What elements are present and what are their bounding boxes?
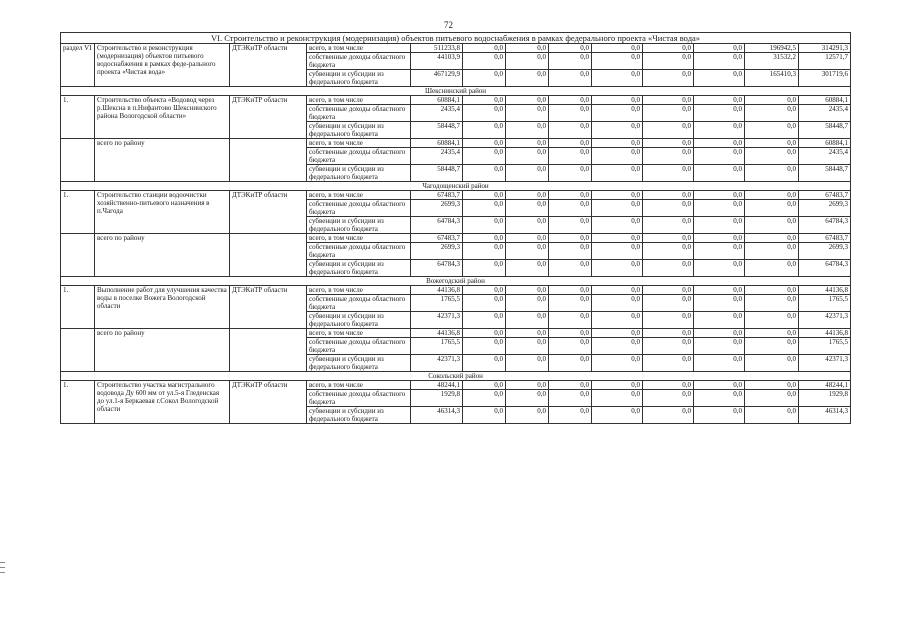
amount-cell: 2435,4 — [799, 148, 851, 165]
amount-cell: 0,0 — [463, 139, 506, 148]
amount-cell: 0,0 — [745, 191, 799, 200]
amount-cell: 12571,7 — [799, 53, 851, 70]
amount-cell: 0,0 — [643, 191, 694, 200]
item-name: всего по району — [95, 234, 230, 277]
amount-cell: 0,0 — [463, 96, 506, 105]
amount-cell: 64784,3 — [799, 217, 851, 234]
amount-cell: 0,0 — [592, 191, 643, 200]
item-number: раздел VI — [61, 44, 95, 87]
amount-cell: 0,0 — [694, 96, 745, 105]
amount-cell: 0,0 — [549, 338, 592, 355]
item-executor — [230, 139, 307, 182]
table-row — [61, 44, 851, 53]
amount-cell: 0,0 — [694, 355, 745, 372]
amount-cell: 60884,1 — [799, 96, 851, 105]
amount-cell: 0,0 — [506, 44, 549, 53]
amount-cell: 0,0 — [463, 234, 506, 243]
source-label: собственные доходы областного бюджета — [307, 390, 411, 407]
source-label: собственные доходы областного бюджета — [307, 295, 411, 312]
amount-cell: 67483,7 — [799, 191, 851, 200]
amount-cell: 44136,8 — [411, 286, 463, 295]
amount-cell: 0,0 — [745, 338, 799, 355]
amount-cell: 58448,7 — [799, 165, 851, 182]
region-title: Чагодощенский район — [61, 182, 851, 191]
amount-cell: 0,0 — [745, 243, 799, 260]
amount-cell: 0,0 — [506, 70, 549, 87]
amount-cell: 0,0 — [643, 390, 694, 407]
amount-cell: 0,0 — [694, 105, 745, 122]
source-label: всего, в том числе — [307, 286, 411, 295]
item-number — [61, 234, 95, 277]
amount-cell: 0,0 — [643, 53, 694, 70]
amount-cell: 0,0 — [549, 44, 592, 53]
item-name: всего по району — [95, 329, 230, 372]
item-name: Строительство участка магистрального водовода Ду 600 мм от ул.5-я Гледенская до ул.1-я Беркаевая г.Сокол Вологодской области — [95, 381, 230, 424]
amount-cell: 0,0 — [549, 105, 592, 122]
amount-cell: 60884,1 — [411, 139, 463, 148]
amount-cell: 0,0 — [694, 122, 745, 139]
amount-cell: 0,0 — [506, 355, 549, 372]
amount-cell: 42371,3 — [411, 355, 463, 372]
table-row — [61, 286, 851, 295]
amount-cell: 2435,4 — [799, 105, 851, 122]
amount-cell: 0,0 — [549, 381, 592, 390]
source-label: субвенции и субсидии из федерального бюджета — [307, 122, 411, 139]
source-label: собственные доходы областного бюджета — [307, 105, 411, 122]
amount-cell: 0,0 — [694, 381, 745, 390]
source-label: субвенции и субсидии из федерального бюджета — [307, 165, 411, 182]
amount-cell: 0,0 — [463, 329, 506, 338]
amount-cell: 0,0 — [643, 148, 694, 165]
amount-cell: 0,0 — [643, 200, 694, 217]
amount-cell: 0,0 — [643, 165, 694, 182]
amount-cell: 0,0 — [463, 312, 506, 329]
amount-cell: 0,0 — [592, 96, 643, 105]
item-executor — [230, 234, 307, 277]
amount-cell: 0,0 — [745, 312, 799, 329]
amount-cell: 0,0 — [592, 200, 643, 217]
amount-cell: 0,0 — [506, 295, 549, 312]
amount-cell: 0,0 — [463, 260, 506, 277]
amount-cell: 2435,4 — [411, 105, 463, 122]
amount-cell: 1765,5 — [411, 295, 463, 312]
section-title: VI. Строительство и реконструкция (модернизация) объектов питьевого водоснабжения в рамках федерального проекта «Чистая вода» — [61, 33, 851, 44]
amount-cell: 60884,1 — [411, 96, 463, 105]
amount-cell: 0,0 — [694, 260, 745, 277]
amount-cell: 0,0 — [506, 200, 549, 217]
amount-cell: 0,0 — [592, 243, 643, 260]
amount-cell: 42371,3 — [799, 312, 851, 329]
amount-cell: 0,0 — [745, 122, 799, 139]
source-label: субвенции и субсидии из федерального бюджета — [307, 355, 411, 372]
amount-cell: 0,0 — [694, 44, 745, 53]
item-executor: ДТЭКиТР области — [230, 191, 307, 234]
amount-cell: 0,0 — [592, 217, 643, 234]
table-row — [61, 381, 851, 390]
amount-cell: 44136,8 — [799, 286, 851, 295]
amount-cell: 46314,3 — [411, 407, 463, 424]
amount-cell: 0,0 — [549, 96, 592, 105]
amount-cell: 0,0 — [549, 191, 592, 200]
amount-cell: 0,0 — [506, 191, 549, 200]
amount-cell: 0,0 — [745, 381, 799, 390]
amount-cell: 42371,3 — [411, 312, 463, 329]
amount-cell: 0,0 — [694, 139, 745, 148]
source-label: собственные доходы областного бюджета — [307, 148, 411, 165]
amount-cell: 67483,7 — [799, 234, 851, 243]
amount-cell: 0,0 — [592, 70, 643, 87]
amount-cell: 1929,8 — [411, 390, 463, 407]
amount-cell: 0,0 — [592, 234, 643, 243]
amount-cell: 0,0 — [745, 286, 799, 295]
source-label: всего, в том числе — [307, 139, 411, 148]
amount-cell: 67483,7 — [411, 234, 463, 243]
amount-cell: 2699,3 — [799, 243, 851, 260]
amount-cell: 0,0 — [643, 260, 694, 277]
amount-cell: 0,0 — [643, 234, 694, 243]
amount-cell: 0,0 — [745, 407, 799, 424]
item-executor: ДТЭКиТР области — [230, 44, 307, 87]
source-label: собственные доходы областного бюджета — [307, 338, 411, 355]
amount-cell: 0,0 — [592, 407, 643, 424]
amount-cell: 0,0 — [549, 286, 592, 295]
amount-cell: 0,0 — [694, 70, 745, 87]
amount-cell: 0,0 — [463, 390, 506, 407]
amount-cell: 0,0 — [549, 165, 592, 182]
amount-cell: 64784,3 — [799, 260, 851, 277]
amount-cell: 0,0 — [549, 312, 592, 329]
amount-cell: 0,0 — [745, 329, 799, 338]
amount-cell: 0,0 — [694, 286, 745, 295]
amount-cell: 1765,5 — [799, 338, 851, 355]
amount-cell: 0,0 — [694, 200, 745, 217]
item-number: 1. — [61, 191, 95, 234]
item-name: Строительство станции водоочистки хозяйственно-питьевого назначения в п.Чагода — [95, 191, 230, 234]
amount-cell: 0,0 — [549, 217, 592, 234]
amount-cell: 0,0 — [592, 53, 643, 70]
amount-cell: 0,0 — [694, 234, 745, 243]
table-row — [61, 96, 851, 105]
amount-cell: 0,0 — [592, 312, 643, 329]
amount-cell: 46314,3 — [799, 407, 851, 424]
source-label: всего, в том числе — [307, 191, 411, 200]
amount-cell: 42371,3 — [799, 355, 851, 372]
amount-cell: 196942,5 — [745, 44, 799, 53]
page-number: 72 — [444, 20, 453, 30]
amount-cell: 44136,8 — [411, 329, 463, 338]
amount-cell: 1929,8 — [799, 390, 851, 407]
item-number: 1. — [61, 381, 95, 424]
amount-cell: 0,0 — [745, 139, 799, 148]
amount-cell: 0,0 — [506, 243, 549, 260]
region-title: Шекснинский район — [61, 87, 851, 96]
amount-cell: 31532,2 — [745, 53, 799, 70]
amount-cell: 64784,3 — [411, 217, 463, 234]
amount-cell: 0,0 — [506, 329, 549, 338]
amount-cell: 64784,3 — [411, 260, 463, 277]
amount-cell: 0,0 — [592, 295, 643, 312]
amount-cell: 0,0 — [549, 53, 592, 70]
item-number — [61, 139, 95, 182]
amount-cell: 0,0 — [694, 217, 745, 234]
amount-cell: 60884,1 — [799, 139, 851, 148]
amount-cell: 0,0 — [694, 338, 745, 355]
source-label: всего, в том числе — [307, 44, 411, 53]
source-label: субвенции и субсидии из федерального бюджета — [307, 407, 411, 424]
amount-cell: 0,0 — [463, 407, 506, 424]
table-row — [61, 191, 851, 200]
amount-cell: 2699,3 — [411, 200, 463, 217]
amount-cell: 0,0 — [463, 200, 506, 217]
amount-cell: 0,0 — [592, 338, 643, 355]
source-label: субвенции и субсидии из федерального бюджета — [307, 260, 411, 277]
amount-cell: 0,0 — [745, 105, 799, 122]
amount-cell: 0,0 — [463, 105, 506, 122]
amount-cell: 58448,7 — [799, 122, 851, 139]
amount-cell: 0,0 — [643, 44, 694, 53]
amount-cell: 0,0 — [745, 234, 799, 243]
amount-cell: 511233,8 — [411, 44, 463, 53]
amount-cell: 0,0 — [745, 217, 799, 234]
source-label: собственные доходы областного бюджета — [307, 243, 411, 260]
amount-cell: 0,0 — [745, 260, 799, 277]
item-name: Выполнение работ для улучшения качества воды в поселке Вожега Вологодской области — [95, 286, 230, 329]
amount-cell: 0,0 — [592, 105, 643, 122]
region-row — [61, 372, 851, 381]
source-label: собственные доходы областного бюджета — [307, 53, 411, 70]
amount-cell: 0,0 — [694, 191, 745, 200]
amount-cell: 0,0 — [643, 295, 694, 312]
amount-cell: 2699,3 — [411, 243, 463, 260]
amount-cell: 0,0 — [549, 390, 592, 407]
source-label: субвенции и субсидии из федерального бюджета — [307, 217, 411, 234]
amount-cell: 0,0 — [549, 329, 592, 338]
source-label: субвенции и субсидии из федерального бюджета — [307, 70, 411, 87]
amount-cell: 0,0 — [643, 329, 694, 338]
amount-cell: 0,0 — [694, 312, 745, 329]
amount-cell: 0,0 — [549, 200, 592, 217]
amount-cell: 58448,7 — [411, 122, 463, 139]
amount-cell: 0,0 — [592, 139, 643, 148]
amount-cell: 0,0 — [592, 122, 643, 139]
amount-cell: 0,0 — [643, 217, 694, 234]
item-number: 1. — [61, 286, 95, 329]
amount-cell: 0,0 — [506, 407, 549, 424]
amount-cell: 0,0 — [745, 96, 799, 105]
amount-cell: 0,0 — [643, 312, 694, 329]
source-label: всего, в том числе — [307, 234, 411, 243]
amount-cell: 0,0 — [463, 191, 506, 200]
amount-cell: 0,0 — [549, 260, 592, 277]
amount-cell: 2699,3 — [799, 200, 851, 217]
amount-cell: 0,0 — [745, 200, 799, 217]
amount-cell: 0,0 — [643, 70, 694, 87]
table-row — [61, 329, 851, 338]
source-label: всего, в том числе — [307, 381, 411, 390]
amount-cell: 0,0 — [463, 355, 506, 372]
amount-cell: 44136,8 — [799, 329, 851, 338]
amount-cell: 0,0 — [592, 165, 643, 182]
amount-cell: 0,0 — [694, 53, 745, 70]
amount-cell: 0,0 — [643, 407, 694, 424]
amount-cell: 314291,3 — [799, 44, 851, 53]
amount-cell: 467129,9 — [411, 70, 463, 87]
region-row — [61, 87, 851, 96]
amount-cell: 0,0 — [745, 148, 799, 165]
amount-cell: 0,0 — [549, 355, 592, 372]
amount-cell: 0,0 — [549, 243, 592, 260]
amount-cell: 0,0 — [549, 407, 592, 424]
amount-cell: 48244,1 — [411, 381, 463, 390]
amount-cell: 0,0 — [463, 381, 506, 390]
amount-cell: 0,0 — [745, 165, 799, 182]
amount-cell: 0,0 — [506, 105, 549, 122]
amount-cell: 0,0 — [694, 148, 745, 165]
amount-cell: 0,0 — [549, 234, 592, 243]
amount-cell: 0,0 — [506, 286, 549, 295]
item-executor: ДТЭКиТР области — [230, 381, 307, 424]
amount-cell: 0,0 — [506, 122, 549, 139]
amount-cell: 301719,6 — [799, 70, 851, 87]
amount-cell: 1765,5 — [799, 295, 851, 312]
edge-mark — [0, 572, 5, 573]
amount-cell: 58448,7 — [411, 165, 463, 182]
amount-cell: 0,0 — [592, 148, 643, 165]
table-row — [61, 234, 851, 243]
amount-cell: 0,0 — [592, 381, 643, 390]
amount-cell: 0,0 — [463, 148, 506, 165]
amount-cell: 0,0 — [463, 243, 506, 260]
amount-cell: 0,0 — [506, 390, 549, 407]
amount-cell: 0,0 — [643, 139, 694, 148]
item-number: 1. — [61, 96, 95, 139]
amount-cell: 0,0 — [506, 139, 549, 148]
region-row — [61, 277, 851, 286]
amount-cell: 0,0 — [592, 329, 643, 338]
amount-cell: 0,0 — [745, 295, 799, 312]
amount-cell: 0,0 — [592, 44, 643, 53]
amount-cell: 0,0 — [463, 44, 506, 53]
amount-cell: 0,0 — [549, 122, 592, 139]
amount-cell: 0,0 — [463, 122, 506, 139]
amount-cell: 0,0 — [506, 96, 549, 105]
amount-cell: 0,0 — [745, 355, 799, 372]
amount-cell: 0,0 — [694, 243, 745, 260]
amount-cell: 0,0 — [694, 407, 745, 424]
amount-cell: 0,0 — [463, 53, 506, 70]
item-executor — [230, 329, 307, 372]
amount-cell: 0,0 — [694, 295, 745, 312]
item-number — [61, 329, 95, 372]
amount-cell: 165410,3 — [745, 70, 799, 87]
amount-cell: 0,0 — [463, 338, 506, 355]
amount-cell: 0,0 — [643, 381, 694, 390]
amount-cell: 0,0 — [463, 165, 506, 182]
amount-cell: 0,0 — [694, 165, 745, 182]
table-row — [61, 139, 851, 148]
source-label: собственные доходы областного бюджета — [307, 200, 411, 217]
amount-cell: 0,0 — [506, 312, 549, 329]
item-name: всего по району — [95, 139, 230, 182]
amount-cell: 44103,9 — [411, 53, 463, 70]
amount-cell: 0,0 — [506, 260, 549, 277]
amount-cell: 0,0 — [643, 286, 694, 295]
edge-mark — [0, 567, 5, 568]
item-executor: ДТЭКиТР области — [230, 286, 307, 329]
amount-cell: 0,0 — [463, 70, 506, 87]
edge-mark — [0, 562, 5, 563]
source-label: всего, в том числе — [307, 329, 411, 338]
amount-cell: 0,0 — [506, 148, 549, 165]
amount-cell: 0,0 — [592, 260, 643, 277]
amount-cell: 0,0 — [506, 217, 549, 234]
amount-cell: 0,0 — [592, 390, 643, 407]
amount-cell: 0,0 — [506, 165, 549, 182]
region-title: Сокольский район — [61, 372, 851, 381]
amount-cell: 0,0 — [463, 295, 506, 312]
amount-cell: 0,0 — [506, 381, 549, 390]
amount-cell: 0,0 — [506, 53, 549, 70]
amount-cell: 0,0 — [592, 355, 643, 372]
amount-cell: 0,0 — [549, 70, 592, 87]
amount-cell: 0,0 — [549, 295, 592, 312]
item-name: Строительство и реконструкция (модернизация) объектов питьевого водоснабжения в рамках феде-рального проекта «Чистая вода» — [95, 44, 230, 87]
amount-cell: 0,0 — [506, 338, 549, 355]
amount-cell: 0,0 — [549, 148, 592, 165]
amount-cell: 67483,7 — [411, 191, 463, 200]
amount-cell: 0,0 — [643, 243, 694, 260]
amount-cell: 0,0 — [463, 286, 506, 295]
amount-cell: 0,0 — [694, 390, 745, 407]
amount-cell: 0,0 — [643, 355, 694, 372]
amount-cell: 0,0 — [643, 96, 694, 105]
amount-cell: 0,0 — [643, 122, 694, 139]
amount-cell: 0,0 — [506, 234, 549, 243]
amount-cell: 48244,1 — [799, 381, 851, 390]
item-executor: ДТЭКиТР области — [230, 96, 307, 139]
amount-cell: 0,0 — [745, 390, 799, 407]
amount-cell: 0,0 — [643, 338, 694, 355]
funding-table — [60, 32, 851, 424]
region-row — [61, 182, 851, 191]
amount-cell: 1765,5 — [411, 338, 463, 355]
region-title: Вожегодский район — [61, 277, 851, 286]
source-label: всего, в том числе — [307, 96, 411, 105]
amount-cell: 0,0 — [549, 139, 592, 148]
item-name: Строительство объекта «Водовод через р.Шексна в п.Нифантово Шекснинского района Вологодской области» — [95, 96, 230, 139]
amount-cell: 0,0 — [592, 286, 643, 295]
amount-cell: 0,0 — [643, 105, 694, 122]
amount-cell: 0,0 — [694, 329, 745, 338]
amount-cell: 2435,4 — [411, 148, 463, 165]
source-label: субвенции и субсидии из федерального бюджета — [307, 312, 411, 329]
amount-cell: 0,0 — [463, 217, 506, 234]
